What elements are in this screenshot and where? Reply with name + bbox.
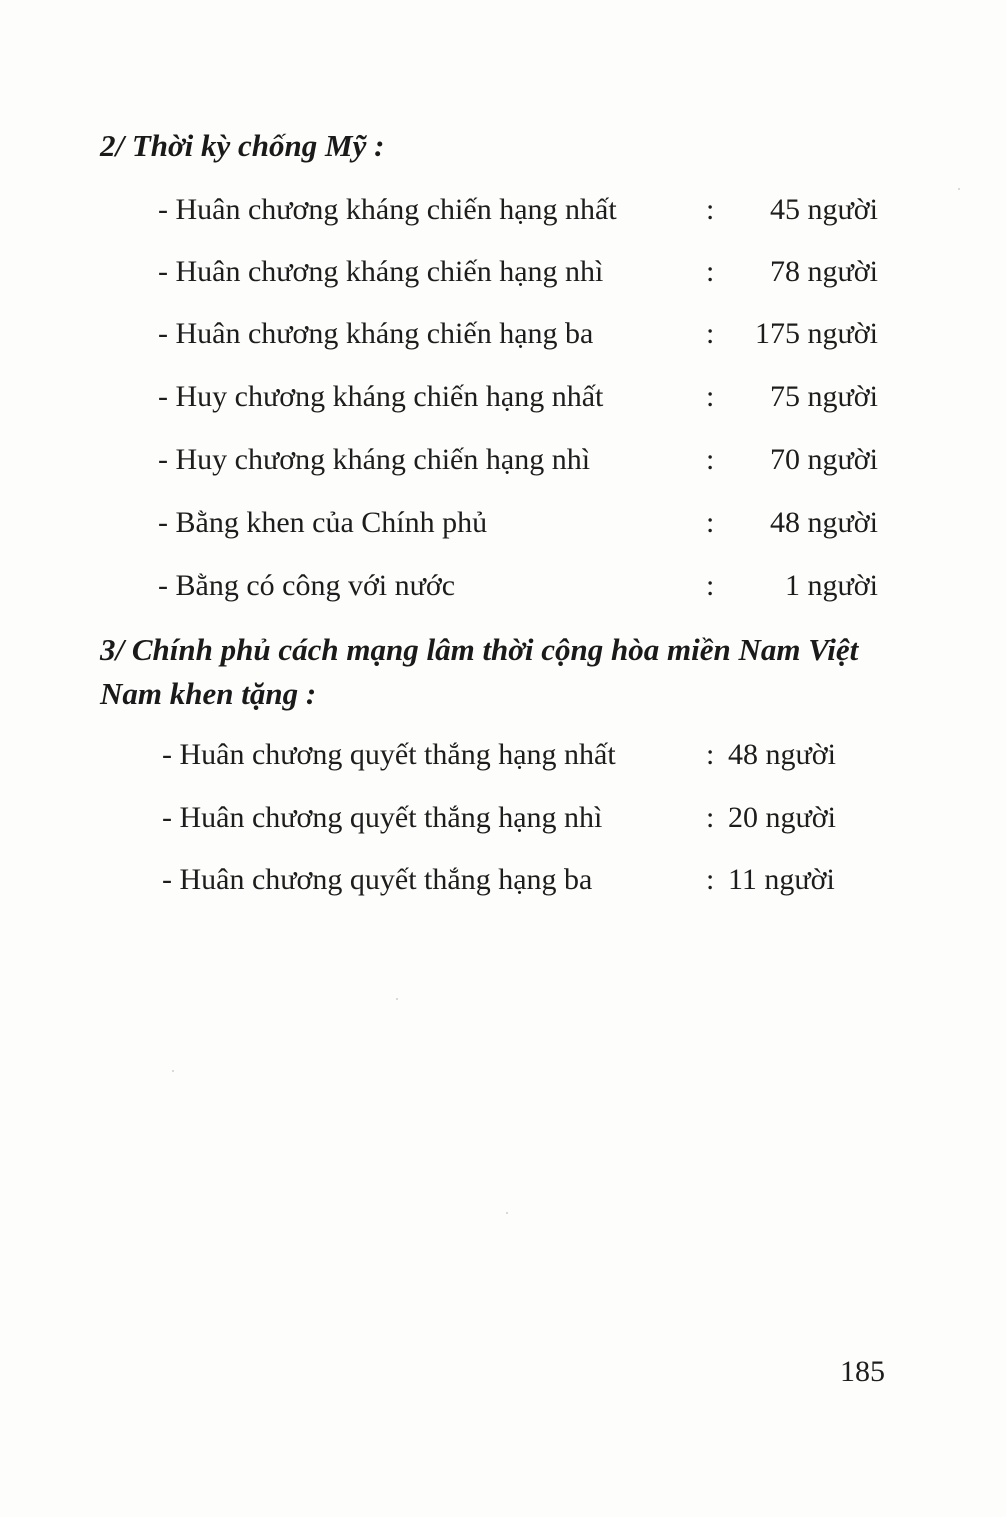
award-count: 78 người: [770, 255, 878, 288]
award-count: 45 người: [770, 193, 878, 226]
paper-speck: [506, 1212, 508, 1214]
colon-separator: :: [706, 863, 715, 896]
award-count: 48 người: [728, 738, 836, 771]
award-count: 175 người: [755, 317, 878, 350]
award-label: - Huy chương kháng chiến hạng nhất: [158, 380, 604, 413]
award-label: - Huy chương kháng chiến hạng nhì: [158, 443, 591, 476]
colon-separator: :: [706, 255, 715, 288]
list-item: [162, 798, 862, 838]
list-item: [158, 190, 878, 230]
list-item: [162, 860, 862, 900]
award-label: - Huân chương quyết thắng hạng ba: [162, 863, 593, 896]
award-count: 20 người: [728, 801, 836, 834]
colon-separator: :: [706, 569, 715, 602]
award-count: 11 người: [728, 863, 835, 896]
award-label: - Bằng khen của Chính phủ: [158, 506, 488, 539]
award-label: - Huân chương kháng chiến hạng nhì: [158, 255, 604, 288]
colon-separator: :: [706, 317, 715, 350]
award-count: 70 người: [770, 443, 878, 476]
paper-speck: [172, 1070, 174, 1072]
list-item: [158, 314, 878, 354]
colon-separator: :: [706, 193, 715, 226]
colon-separator: :: [706, 506, 715, 539]
award-label: - Bằng có công với nước: [158, 569, 456, 602]
list-item: [158, 566, 878, 606]
paper-speck: [396, 998, 398, 1000]
award-count: 75 người: [770, 380, 878, 413]
list-item: [158, 252, 878, 292]
list-item: [158, 440, 878, 480]
colon-separator: :: [706, 443, 715, 476]
award-label: - Huân chương kháng chiến hạng ba: [158, 317, 594, 350]
colon-separator: :: [706, 738, 715, 771]
list-item: [162, 735, 862, 775]
award-label: - Huân chương kháng chiến hạng nhất: [158, 193, 617, 226]
award-label: - Huân chương quyết thắng hạng nhất: [162, 738, 616, 771]
colon-separator: :: [706, 801, 715, 834]
award-count: 1 người: [785, 569, 878, 602]
section-2-heading: 2/ Thời kỳ chống Mỹ :: [100, 128, 385, 163]
award-label: - Huân chương quyết thắng hạng nhì: [162, 801, 603, 834]
award-count: 48 người: [770, 506, 878, 539]
list-item: [158, 377, 878, 417]
section-3-heading: 3/ Chính phủ cách mạng lâm thời cộng hòa miền Nam Việt Nam khen tặng :: [100, 632, 859, 711]
paper-speck: [958, 188, 960, 190]
page-number: 185: [840, 1355, 885, 1388]
list-item: [158, 503, 878, 543]
colon-separator: :: [706, 380, 715, 413]
